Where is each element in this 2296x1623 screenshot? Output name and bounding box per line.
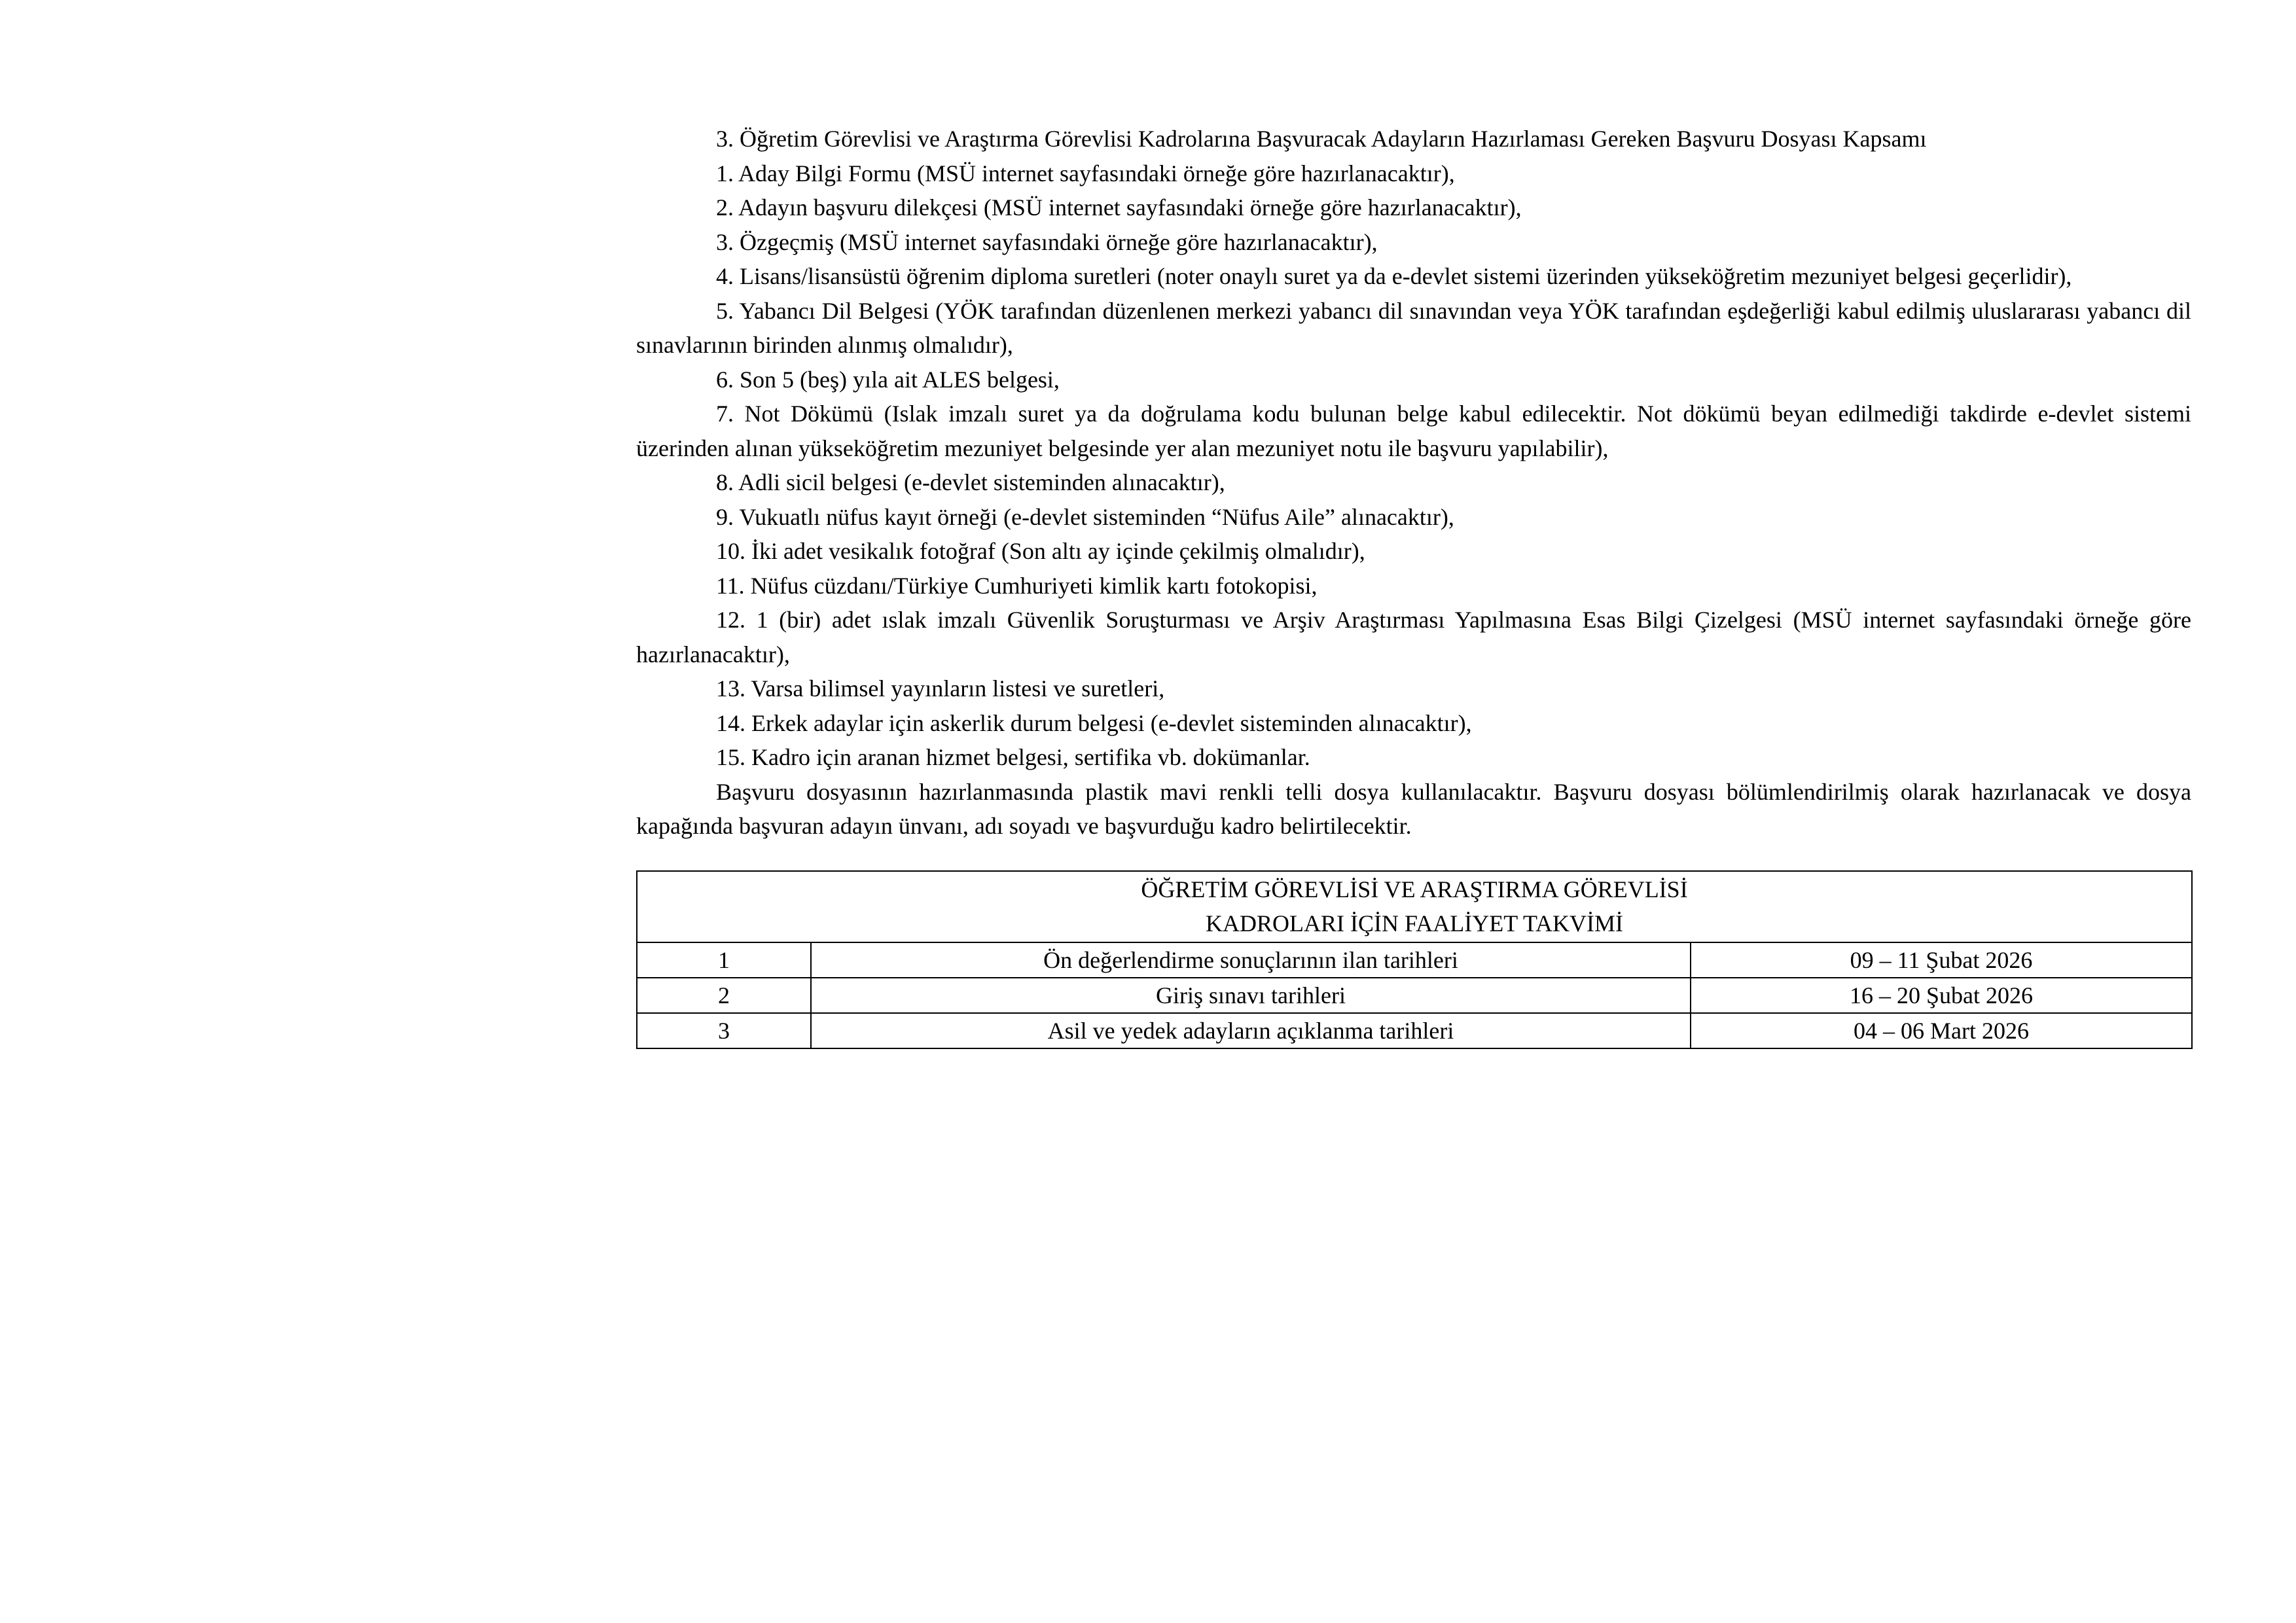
- activity-cell: Asil ve yedek adayların açıklanma tarihleri: [811, 1013, 1691, 1048]
- section-heading: 3. Öğretim Görevlisi ve Araştırma Görevlisi Kadrolarına Başvuracak Adayların Hazırlaması Gereken Başvuru Dosyası Kapsamı: [716, 126, 1927, 152]
- dates-cell: 09 – 11 Şubat 2026: [1691, 942, 2192, 978]
- list-item: 4. Lisans/lisansüstü öğrenim diploma suretleri (noter onaylı suret ya da e-devlet sistemi üzerinden yükseköğretim mezuniyet belgesi geçerlidir),: [716, 263, 2072, 289]
- document-body: [636, 122, 2191, 844]
- list-item: 10. İki adet vesikalık fotoğraf (Son altı ay içinde çekilmiş olmalıdır),: [716, 538, 1365, 564]
- list-item: 5. Yabancı Dil Belgesi (YÖK tarafından düzenlenen merkezi yabancı dil sınavından veya YÖK tarafından eşdeğerliği kabul edilmiş uluslararası yabancı dil sınavlarının birinden alınmış olmalıdır),: [636, 297, 2191, 358]
- dates-cell: 04 – 06 Mart 2026: [1691, 1013, 2192, 1048]
- list-item: 15. Kadro için aranan hizmet belgesi, sertifika vb. dokümanlar.: [716, 744, 1310, 770]
- table-row: [637, 942, 2192, 978]
- list-item: 9. Vukuatlı nüfus kayıt örneği (e-devlet sisteminden “Nüfus Aile” alınacaktır),: [716, 503, 1454, 530]
- table-title-line-1: ÖĞRETİM GÖREVLİSİ VE ARAŞTIRMA GÖREVLİSİ: [1141, 876, 1688, 902]
- list-item: 6. Son 5 (beş) yıla ait ALES belgesi,: [716, 366, 1060, 393]
- dates-cell: 16 – 20 Şubat 2026: [1691, 978, 2192, 1013]
- row-number-cell: 1: [637, 942, 811, 978]
- calendar-table: [636, 870, 2193, 1049]
- activity-calendar: [636, 870, 2191, 1049]
- row-number-cell: 3: [637, 1013, 811, 1048]
- list-item: 8. Adli sicil belgesi (e-devlet sisteminden alınacaktır),: [716, 469, 1225, 495]
- activity-cell: Ön değerlendirme sonuçlarının ilan tarihleri: [811, 942, 1691, 978]
- list-item: 1. Aday Bilgi Formu (MSÜ internet sayfasındaki örneğe göre hazırlanacaktır),: [716, 160, 1455, 187]
- list-item: 14. Erkek adaylar için askerlik durum belgesi (e-devlet sisteminden alınacaktır),: [716, 709, 1472, 736]
- list-item: 2. Adayın başvuru dilekçesi (MSÜ internet sayfasındaki örneğe göre hazırlanacaktır),: [716, 194, 1522, 221]
- row-number-cell: 2: [637, 978, 811, 1013]
- table-header-row: [637, 871, 2192, 942]
- activity-cell: Giriş sınavı tarihleri: [811, 978, 1691, 1013]
- table-row: [637, 1013, 2192, 1048]
- closing-paragraph: Başvuru dosyasının hazırlanmasında plastik mavi renkli telli dosya kullanılacaktır. Başvuru dosyası bölümlendirilmiş olarak hazırlanacak ve dosya kapağında başvuran adayın ünvanı, adı soyadı ve başvurduğu kadro belirtilecektir.: [636, 778, 2191, 839]
- list-item: 13. Varsa bilimsel yayınların listesi ve suretleri,: [716, 675, 1165, 702]
- list-item: 11. Nüfus cüzdanı/Türkiye Cumhuriyeti kimlik kartı fotokopisi,: [716, 572, 1318, 599]
- table-title-line-2: KADROLARI İÇİN FAALİYET TAKVİMİ: [1205, 910, 1624, 936]
- list-item: 3. Özgeçmiş (MSÜ internet sayfasındaki örneğe göre hazırlanacaktır),: [716, 228, 1378, 255]
- list-item: 12. 1 (bir) adet ıslak imzalı Güvenlik Soruşturması ve Arşiv Araştırması Yapılmasına Esas Bilgi Çizelgesi (MSÜ internet sayfasındaki örneğe göre hazırlanacaktır),: [636, 607, 2191, 668]
- table-title-cell: [637, 871, 2192, 942]
- table-row: [637, 978, 2192, 1013]
- list-item: 7. Not Dökümü (Islak imzalı suret ya da doğrulama kodu bulunan belge kabul edilecektir. Not dökümü beyan edilmediği takdirde e-devlet sistemi üzerinden alınan yükseköğretim mezuniyet belgesinde yer alan mezuniyet notu ile başvuru yapılabilir),: [636, 401, 2191, 461]
